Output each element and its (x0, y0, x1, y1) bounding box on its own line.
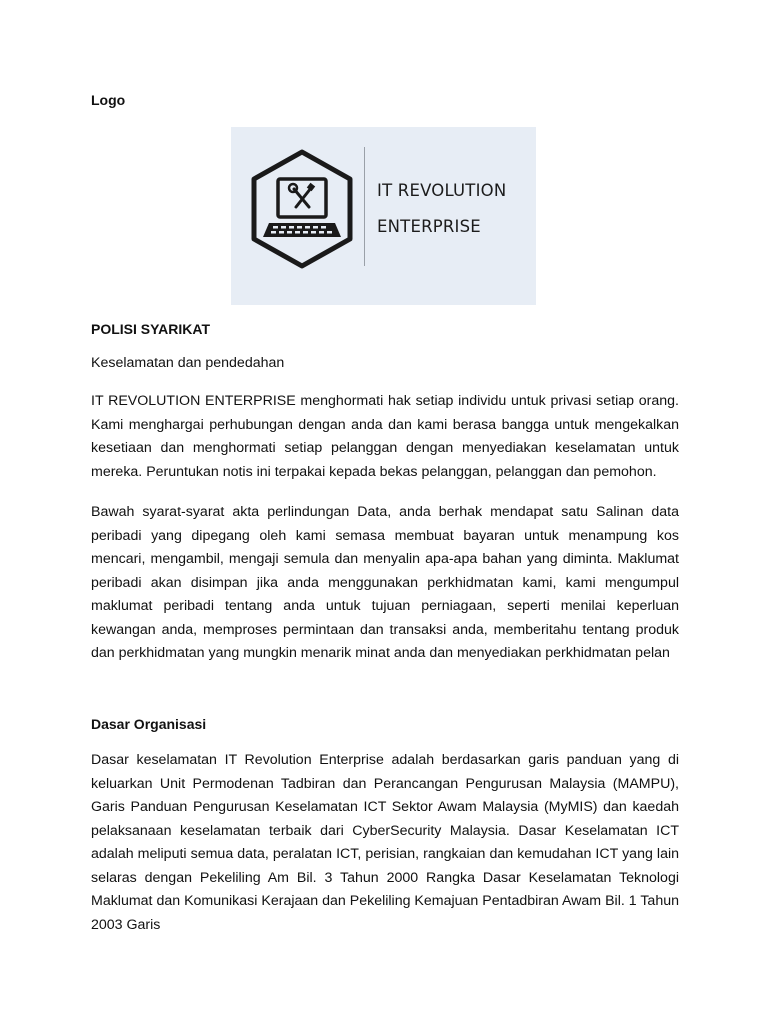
policy-heading: POLISI SYARIKAT (91, 321, 211, 337)
section2-heading: Dasar Organisasi (91, 716, 207, 732)
paragraph-privacy: IT REVOLUTION ENTERPRISE menghormati hak setiap individu untuk privasi setiap orang. Kami menghargai perhubungan dengan anda dan kami berasa bangga untuk mengekalkan kesetiaan dan menghormati setiap pelanggan dengan menyediakan keselamatan untuk mereka. Peruntukan notis ini terpakai kepada bekas pelanggan, pelanggan dan pemohon. (91, 393, 679, 480)
logo-divider (364, 147, 365, 266)
logo-company-line1: IT REVOLUTION (377, 181, 507, 200)
laptop-tools-hexagon-icon (249, 149, 355, 269)
paragraph-data-protection: Bawah syarat-syarat akta perlindungan Data, anda berhak mendapat satu Salinan data peribadi yang dipegang oleh kami semasa membuat bayaran untuk menampung kos mencari, mengambil, mengaji semula dan menyalin apa-apa bahan yang diminta. Maklumat peribadi akan disimpan jika anda menggunakan perkhidmatan kami, kami mengumpul maklumat peribadi tentang anda untuk tujuan perniagaan, seperti menilai keperluan kewangan anda, memproses permintaan dan transaksi anda, memberitahu tentang produk dan perkhidmatan yang mungkin menarik minat anda dan menyediakan perkhidmatan pelan (91, 504, 679, 661)
company-logo (231, 127, 536, 305)
paragraph-organisation-policy: Dasar keselamatan IT Revolution Enterprise adalah berdasarkan garis panduan yang di keluarkan Unit Permodenan Tadbiran dan Perancangan Pengurusan Malaysia (MAMPU), Garis Panduan Pengurusan Keselamatan ICT Sektor Awam Malaysia (MyMIS) dan kaedah pelaksanaan keselamatan terbaik dari CyberSecurity Malaysia. Dasar Keselamatan ICT adalah meliputi semua data, peralatan ICT, perisian, rangkaian dan kemudahan ICT yang lain selaras dengan Pekeliling Am Bil. 3 Tahun 2000 Rangka Dasar Keselamatan Teknologi Maklumat dan Komunikasi Kerajaan dan Pekeliling Kemajuan Pentadbiran Awam Bil. 1 Tahun 2003 Garis (91, 752, 679, 933)
logo-company-line2: ENTERPRISE (377, 217, 481, 236)
section-subheading: Keselamatan dan pendedahan (91, 355, 285, 371)
logo-heading: Logo (91, 92, 126, 108)
